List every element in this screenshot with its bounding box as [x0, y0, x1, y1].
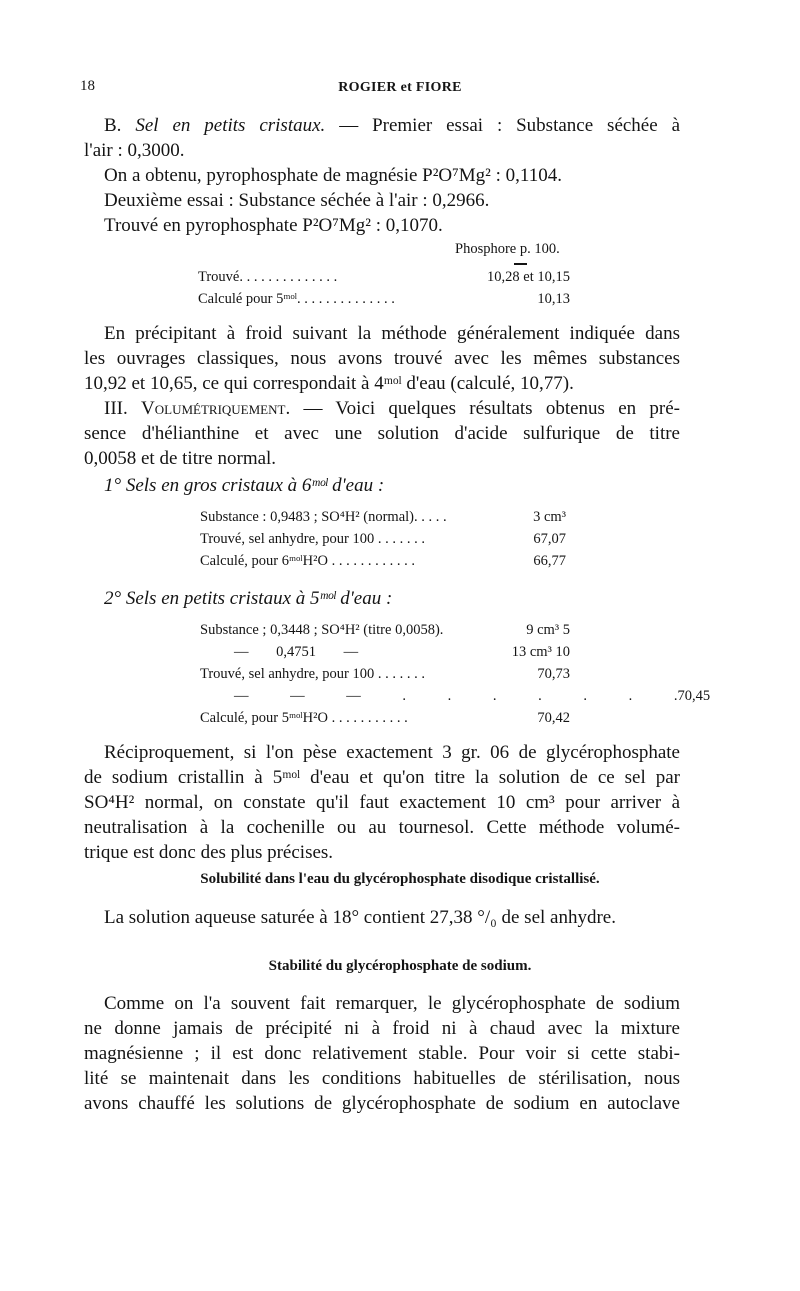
section-iii-line-1 — [104, 396, 680, 421]
section-iii-rest: — Voici quelques résultats obtenus en pré- — [290, 398, 681, 419]
running-title: ROGIER et FIORE — [338, 80, 462, 95]
para-stabilite-line: avons chauffé les solutions de glycérophosphate de sodium en autoclave — [84, 1093, 680, 1114]
section-b-title: Sel en petits cristaux. — [135, 115, 326, 136]
column-rule — [514, 263, 527, 265]
sub2-row — [200, 707, 570, 729]
para-stabilite-line: Comme on l'a souvent fait remarquer, le glycérophosphate de sodium — [104, 993, 680, 1014]
sub2-row-label: — — — . . . . . . . — [234, 688, 678, 704]
sub1-row — [200, 550, 566, 572]
para-reciproquement-line: SO⁴H² normal, on constate qu'il faut exactement 10 cm³ pour arriver à — [84, 792, 680, 813]
para-solubilite: La solution aqueuse saturée à 18° contient 27,38 °/₀ de sel anhydre. — [104, 907, 616, 928]
phosphore-row-label: Trouvé. . . . . . . . . . . . . . — [198, 269, 338, 285]
section-b-line-3: On a obtenu, pyrophosphate de magnésie P²O⁷Mg² : 0,1104. — [104, 165, 562, 186]
section-b-line-5: Trouvé en pyrophosphate P²O⁷Mg² : 0,1070. — [104, 215, 443, 236]
sub2-row-label: Substance ; 0,3448 ; SO⁴H² (titre 0,0058). — [200, 622, 444, 638]
phosphore-row-value: 10,28 et 10,15 — [487, 269, 570, 285]
sub1-row-value: 67,07 — [533, 531, 566, 547]
section-b-line-2: l'air : 0,3000. — [84, 140, 185, 161]
sub1-row — [200, 528, 566, 550]
sub1-row-label: Trouvé, sel anhydre, pour 100 . . . . . . . — [200, 531, 425, 547]
sub2-row-value: 70,73 — [537, 666, 570, 682]
sub2-row-label: Trouvé, sel anhydre, pour 100 . . . . . . . — [200, 666, 425, 682]
para-precipitant-line: les ouvrages classiques, nous avons trouvé avec les mêmes substances — [84, 348, 680, 369]
sub2-row-label: — 0,4751 — — [234, 644, 359, 660]
para-reciproquement-line: Réciproquement, si l'on pèse exactement 3 gr. 06 de glycérophosphate — [104, 742, 680, 763]
sub1-row-value: 66,77 — [533, 553, 566, 569]
sub2-row-label: Calculé, pour 5ᵐᵒˡH²O . . . . . . . . . . . — [200, 710, 408, 726]
sub2-row — [200, 663, 570, 685]
para-precipitant-line: 10,92 et 10,65, ce qui correspondait à 4ᵐᵒˡ d'eau (calculé, 10,77). — [84, 373, 574, 394]
phosphore-row — [198, 288, 570, 310]
sub1-row-label: Substance : 0,9483 ; SO⁴H² (normal). . . . . — [200, 509, 447, 525]
section-b-line-1 — [104, 113, 680, 138]
para-stabilite-line: magnésienne ; il est donc relativement stable. Pour voir si cette stabi- — [84, 1043, 680, 1064]
sub2-row-value: 70,45 — [677, 688, 711, 704]
para-precipitant-line: En précipitant à froid suivant la méthode généralement indiquée dans — [104, 323, 680, 344]
sub2-row — [200, 619, 570, 641]
sub2-row-value: 13 cm³ 10 — [511, 644, 570, 660]
heading-stabilite: Stabilité du glycérophosphate de sodium. — [268, 958, 532, 974]
phosphore-row-label: Calculé pour 5ᵐᵒˡ. . . . . . . . . . . . . . — [198, 291, 395, 307]
sub1-row-label: Calculé, pour 6ᵐᵒˡH²O . . . . . . . . . . . . — [200, 553, 415, 569]
para-stabilite-line: lité se maintenait dans les conditions habituelles de stérilisation, nous — [84, 1068, 680, 1089]
section-iii-line-3: 0,0058 et de titre normal. — [84, 448, 277, 469]
heading-solubilite: Solubilité dans l'eau du glycérophosphate disodique cristallisé. — [200, 871, 600, 887]
section-iii-line-2: sence d'hélianthine et avec une solution d'acide sulfurique de titre — [84, 423, 680, 444]
para-reciproquement-line: trique est donc des plus précises. — [84, 842, 334, 863]
sub2-row-value: 9 cm³ 5 — [526, 622, 570, 638]
para-reciproquement-line: neutralisation à la cochenille ou au tournesol. Cette méthode volumé- — [84, 817, 680, 838]
phosphore-row-value: 10,13 — [537, 291, 570, 307]
section-b-line-4: Deuxième essai : Substance séchée à l'air : 0,2966. — [104, 190, 490, 211]
sub1-row-value: 3 cm³ — [533, 509, 566, 525]
para-stabilite-line: ne donne jamais de précipité ni à froid ni à chaud avec la mixture — [84, 1018, 680, 1039]
phosphore-column-header: Phosphore p. 100. — [455, 241, 560, 257]
sub2-row — [200, 685, 711, 707]
section-b-label: B. — [104, 115, 122, 136]
sub2-row-value: 70,42 — [537, 710, 570, 726]
sub2-row — [200, 641, 570, 663]
section-iii-number: III. — [104, 398, 128, 419]
para-reciproquement-line: de sodium cristallin à 5ᵐᵒˡ d'eau et qu'on titre la solution de ce sel par — [84, 767, 680, 788]
page-number: 18 — [80, 78, 95, 94]
subsection-1-title: 1° Sels en gros cristaux à 6ᵐᵒˡ d'eau : — [104, 475, 385, 496]
sub1-row — [200, 506, 566, 528]
section-b-rest: — Premier essai : Substance séchée à — [325, 115, 680, 136]
section-iii-method: Volumétriquement. — [141, 398, 291, 419]
subsection-2-title: 2° Sels en petits cristaux à 5ᵐᵒˡ d'eau : — [104, 588, 393, 609]
phosphore-row — [198, 266, 570, 288]
